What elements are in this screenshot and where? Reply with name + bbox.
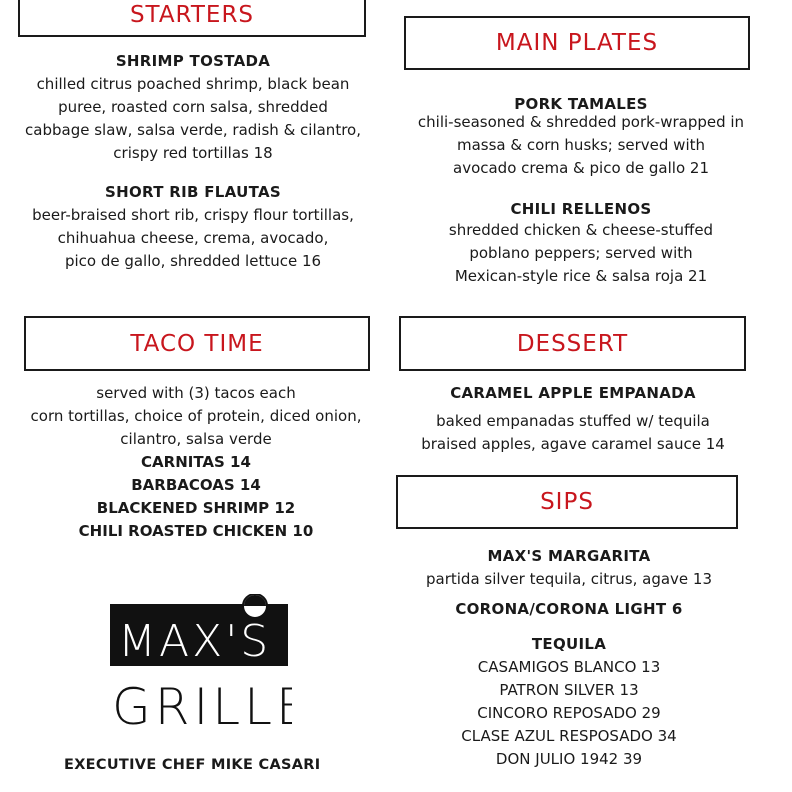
taco-item: BLACKENED SHRIMP 12	[96, 499, 296, 517]
taco-item: CHILI ROASTED CHICKEN 10	[78, 522, 314, 540]
main-plates-section	[392, 93, 770, 288]
taco-intro-line: cilantro, salsa verde	[120, 430, 272, 448]
logo-graphic	[108, 594, 292, 734]
item-desc-line: chihuahua cheese, crema, avocado,	[57, 229, 329, 247]
sips-section	[380, 545, 758, 771]
menu-item	[392, 198, 770, 288]
tequila-item: DON JULIO 1942 39	[495, 750, 643, 768]
item-desc-line: pico de gallo, shredded lettuce 16	[64, 252, 322, 270]
item-name: CARAMEL APPLE EMPANADA	[450, 384, 696, 402]
starters-title: STARTERS	[129, 1, 255, 28]
dessert-header	[399, 316, 746, 371]
item-desc-line: baked empanadas stuffed w/ tequila	[436, 412, 710, 430]
tequila-item: PATRON SILVER 13	[499, 681, 639, 699]
item-name: SHORT RIB FLAUTAS	[105, 183, 281, 201]
taco-item: CARNITAS 14	[141, 453, 251, 471]
item-desc-line: avocado crema & pico de gallo 21	[453, 159, 709, 177]
taco-item: BARBACOAS 14	[131, 476, 261, 494]
taco-intro-line: corn tortillas, choice of protein, diced onion,	[30, 407, 362, 425]
maxs-grille-logo	[108, 594, 292, 734]
sips-title: SIPS	[540, 489, 594, 515]
menu-item	[0, 50, 386, 165]
item-desc-line: braised apples, agave caramel sauce 14	[421, 435, 725, 453]
item-name: TEQUILA	[531, 635, 607, 653]
item-desc-line: Mexican-style rice & salsa roja 21	[454, 267, 708, 285]
taco-time-section	[0, 382, 392, 543]
logo-line2: GRILLE	[112, 678, 292, 734]
item-desc-line: cabbage slaw, salsa verde, radish & cilantro,	[25, 121, 361, 139]
item-desc-line: poblano peppers; served with	[469, 244, 693, 262]
taco-time-header	[24, 316, 370, 371]
taco-time-title: TACO TIME	[130, 330, 264, 357]
item-desc-line: massa & corn husks; served with	[456, 136, 706, 154]
item-desc-line: crispy red tortillas 18	[113, 144, 273, 162]
item-name: CHILI RELLENOS	[510, 200, 652, 218]
item-desc-line: puree, roasted corn salsa, shredded	[58, 98, 328, 116]
starters-section	[0, 50, 386, 273]
item-name: SHRIMP TOSTADA	[115, 52, 271, 70]
main-plates-title: MAIN PLATES	[495, 30, 659, 56]
starters-header	[18, 0, 366, 37]
item-desc-line: partida silver tequila, citrus, agave 13	[426, 570, 712, 588]
menu-item	[0, 181, 386, 273]
taco-intro-line: served with (3) tacos each	[96, 384, 296, 402]
dessert-title: DESSERT	[516, 330, 629, 357]
dessert-section	[384, 382, 762, 456]
item-name: MAX'S MARGARITA	[487, 547, 651, 565]
menu-item	[392, 93, 770, 180]
tequila-item: CINCORO REPOSADO 29	[477, 704, 661, 722]
logo-line1: MAX'S	[118, 616, 272, 667]
sips-header	[396, 475, 738, 529]
tequila-item: CLASE AZUL RESPOSADO 34	[461, 727, 677, 745]
item-desc-line: beer-braised short rib, crispy flour tortillas,	[32, 206, 354, 224]
item-desc-line: chilled citrus poached shrimp, black bean	[36, 75, 350, 93]
item-desc-line: shredded chicken & cheese-stuffed	[448, 221, 714, 239]
executive-chef: EXECUTIVE CHEF MIKE CASARI	[64, 757, 321, 773]
item-name: CORONA/CORONA LIGHT 6	[455, 600, 683, 618]
item-desc-line: chili-seasoned & shredded pork-wrapped in	[417, 113, 745, 131]
item-name: PORK TAMALES	[514, 95, 648, 113]
main-plates-header	[404, 16, 750, 70]
tequila-item: CASAMIGOS BLANCO 13	[477, 658, 661, 676]
